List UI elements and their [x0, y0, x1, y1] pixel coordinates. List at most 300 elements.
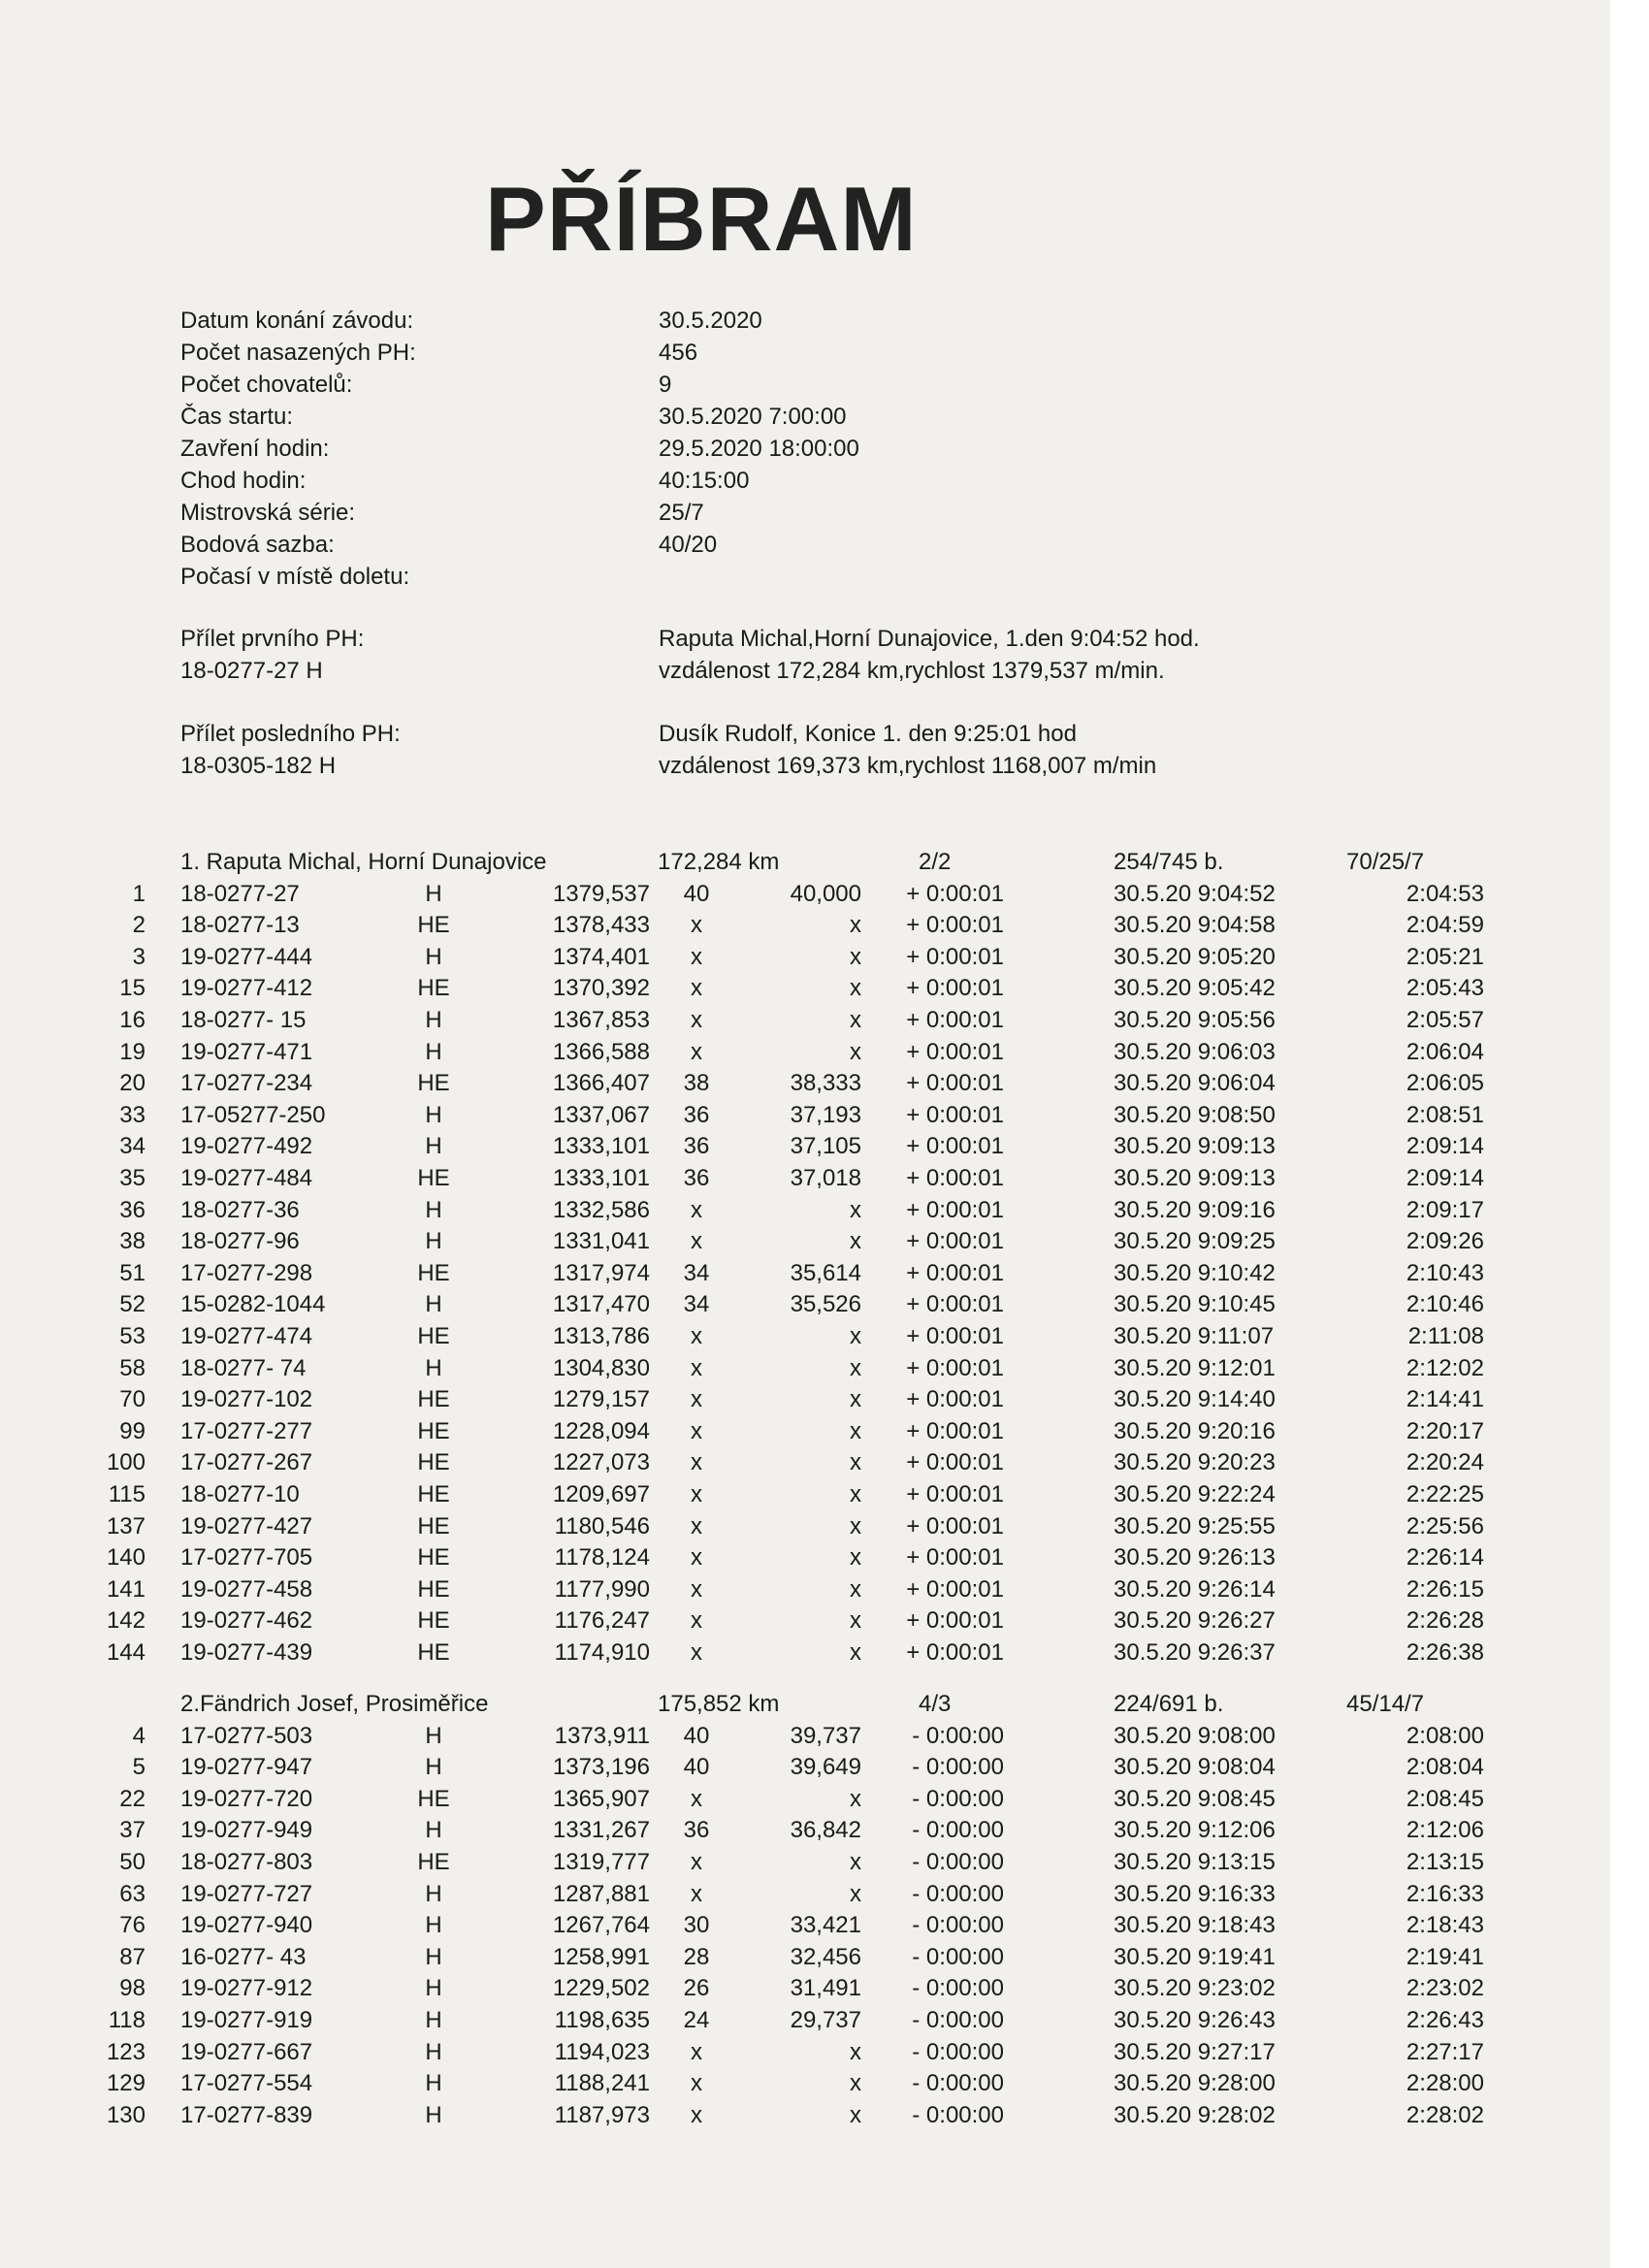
cell-sex: HE [417, 1323, 450, 1349]
cell-coefficient: x [850, 1449, 861, 1476]
cell-ring: 19-0277-919 [180, 2007, 313, 2033]
cell-speed: 1366,407 [552, 1070, 650, 1097]
cell-ring: 19-0277-412 [180, 975, 313, 1002]
cell-points: 36 [683, 1165, 710, 1191]
cell-rank: 53 [119, 1323, 146, 1349]
cell-correction: - 0:00:00 [912, 2007, 1004, 2033]
cell-flight-time: 2:20:17 [1406, 1417, 1484, 1444]
cell-flight-time: 2:26:28 [1406, 1607, 1484, 1635]
cell-speed: 1337,067 [552, 1101, 650, 1128]
cell-correction: + 0:00:01 [906, 1417, 1004, 1444]
cell-sex: H [425, 1912, 442, 1939]
cell-speed: 1374,401 [552, 943, 650, 970]
cell-correction: + 0:00:01 [906, 1070, 1004, 1097]
cell-points: x [691, 1785, 702, 1812]
cell-coefficient: x [850, 1849, 861, 1875]
cell-arrival: 30.5.20 9:05:42 [1114, 975, 1276, 1002]
cell-ring: 19-0277-947 [180, 1754, 313, 1781]
cell-points: x [691, 943, 702, 970]
cell-flight-time: 2:28:02 [1406, 2101, 1484, 2128]
cell-speed: 1228,094 [552, 1417, 650, 1444]
race-info-row [180, 465, 859, 497]
cell-coefficient: x [850, 2038, 861, 2065]
cell-rank: 98 [119, 1975, 146, 2002]
cell-ring: 18-0277-13 [180, 912, 300, 939]
cell-correction: - 0:00:00 [912, 1817, 1004, 1844]
cell-speed: 1187,973 [554, 2101, 650, 2128]
race-info-value: 29.5.2020 18:00:00 [659, 436, 859, 462]
race-info-label: Bodová sazba: [180, 532, 335, 558]
race-info-row [180, 337, 859, 369]
race-info [180, 305, 859, 593]
cell-speed: 1178,124 [554, 1544, 650, 1571]
race-info-label: Datum konání závodu: [180, 308, 414, 334]
cell-ring: 18-0277- 15 [180, 1007, 307, 1033]
cell-correction: + 0:00:01 [906, 1038, 1004, 1065]
cell-points: x [691, 1880, 702, 1907]
cell-correction: + 0:00:01 [906, 1196, 1004, 1223]
cell-ring: 19-0277-940 [180, 1912, 313, 1939]
cell-ring: 19-0277-462 [180, 1607, 313, 1635]
cell-speed: 1378,433 [552, 912, 650, 939]
cell-correction: + 0:00:01 [906, 1575, 1004, 1603]
page-title: PŘÍBRAM [485, 168, 918, 270]
cell-rank: 34 [119, 1133, 146, 1160]
cell-coefficient: x [850, 1228, 861, 1255]
cell-coefficient: x [850, 1544, 861, 1571]
cell-flight-time: 2:04:53 [1406, 880, 1484, 907]
cell-points: x [691, 1354, 702, 1381]
cell-speed: 1331,267 [552, 1817, 650, 1844]
cell-speed: 1209,697 [552, 1481, 650, 1507]
cell-speed: 1313,786 [552, 1323, 650, 1349]
cell-flight-time: 2:08:00 [1406, 1722, 1484, 1749]
breeder-distance: 172,284 km [658, 849, 780, 875]
cell-arrival: 30.5.20 9:08:04 [1114, 1754, 1276, 1781]
cell-flight-time: 2:16:33 [1406, 1880, 1484, 1907]
cell-sex: H [425, 1880, 442, 1907]
cell-coefficient: x [850, 912, 861, 939]
cell-correction: - 0:00:00 [912, 1880, 1004, 1907]
cell-correction: - 0:00:00 [912, 1722, 1004, 1749]
cell-flight-time: 2:26:15 [1406, 1575, 1484, 1603]
cell-sex: HE [417, 1849, 450, 1875]
cell-arrival: 30.5.20 9:09:13 [1114, 1165, 1276, 1191]
cell-speed: 1319,777 [552, 1849, 650, 1875]
cell-points: x [691, 1575, 702, 1603]
cell-points: x [691, 1228, 702, 1255]
cell-speed: 1176,247 [554, 1607, 650, 1635]
cell-sex: H [425, 1196, 442, 1223]
cell-speed: 1258,991 [552, 1943, 650, 1970]
cell-sex: HE [417, 1785, 450, 1812]
cell-speed: 1317,470 [552, 1291, 650, 1318]
cell-correction: + 0:00:01 [906, 1259, 1004, 1286]
cell-flight-time: 2:20:24 [1406, 1449, 1484, 1476]
cell-coefficient: 29,737 [790, 2007, 861, 2033]
cell-coefficient: 33,421 [790, 1912, 861, 1939]
cell-speed: 1198,635 [554, 2007, 650, 2033]
cell-ring: 19-0277-727 [180, 1880, 313, 1907]
cell-rank: 3 [132, 943, 146, 970]
cell-rank: 140 [106, 1544, 146, 1571]
cell-arrival: 30.5.20 9:20:16 [1114, 1417, 1276, 1444]
cell-flight-time: 2:13:15 [1406, 1849, 1484, 1875]
cell-coefficient: 31,491 [790, 1975, 861, 2002]
cell-sex: HE [417, 1386, 450, 1413]
cell-coefficient: x [850, 1354, 861, 1381]
race-info-row [180, 497, 859, 529]
cell-arrival: 30.5.20 9:28:00 [1114, 2070, 1276, 2097]
cell-sex: H [425, 1975, 442, 2002]
cell-coefficient: 39,649 [790, 1754, 861, 1781]
cell-sex: HE [417, 1070, 450, 1097]
cell-arrival: 30.5.20 9:26:27 [1114, 1607, 1276, 1635]
cell-coefficient: x [850, 1639, 861, 1666]
cell-coefficient: x [850, 1575, 861, 1603]
cell-correction: + 0:00:01 [906, 1133, 1004, 1160]
cell-rank: 1 [132, 880, 146, 907]
cell-arrival: 30.5.20 9:10:42 [1114, 1259, 1276, 1286]
cell-rank: 100 [106, 1449, 146, 1476]
cell-flight-time: 2:09:14 [1406, 1165, 1484, 1191]
cell-rank: 137 [106, 1512, 146, 1539]
race-info-row [180, 561, 859, 593]
cell-sex: H [425, 1007, 442, 1033]
cell-flight-time: 2:11:08 [1407, 1323, 1484, 1349]
cell-correction: - 0:00:00 [912, 1912, 1004, 1939]
cell-sex: HE [417, 1417, 450, 1444]
cell-correction: - 0:00:00 [912, 2038, 1004, 2065]
breeder-ratio: 4/3 [919, 1691, 952, 1717]
cell-rank: 2 [132, 912, 146, 939]
cell-points: 34 [683, 1259, 710, 1286]
cell-coefficient: x [850, 1038, 861, 1065]
cell-speed: 1366,588 [552, 1038, 650, 1065]
first-arrival-ring: 18-0277-27 H [180, 658, 323, 684]
cell-sex: HE [417, 1165, 450, 1191]
cell-sex: HE [417, 1575, 450, 1603]
cell-speed: 1367,853 [552, 1007, 650, 1033]
cell-ring: 18-0277-803 [180, 1849, 313, 1875]
cell-coefficient: x [850, 1417, 861, 1444]
cell-speed: 1332,586 [552, 1196, 650, 1223]
cell-ring: 18-0277-96 [180, 1228, 300, 1255]
cell-ring: 19-0277-474 [180, 1323, 313, 1349]
cell-points: x [691, 1544, 702, 1571]
cell-rank: 15 [119, 975, 146, 1002]
cell-sex: H [425, 2070, 442, 2097]
cell-arrival: 30.5.20 9:26:13 [1114, 1544, 1276, 1571]
cell-rank: 51 [119, 1259, 146, 1286]
cell-sex: HE [417, 1449, 450, 1476]
last-arrival [180, 718, 1156, 782]
cell-speed: 1267,764 [552, 1912, 650, 1939]
race-info-value: 30.5.2020 7:00:00 [659, 404, 847, 430]
race-info-row [180, 401, 859, 433]
cell-rank: 63 [119, 1880, 146, 1907]
cell-points: x [691, 1849, 702, 1875]
race-info-label: Čas startu: [180, 404, 294, 430]
cell-arrival: 30.5.20 9:10:45 [1114, 1291, 1276, 1318]
cell-correction: + 0:00:01 [906, 1323, 1004, 1349]
cell-ring: 17-05277-250 [180, 1101, 326, 1128]
cell-rank: 87 [119, 1943, 146, 1970]
cell-rank: 144 [106, 1639, 146, 1666]
cell-points: 26 [683, 1975, 710, 2002]
cell-coefficient: 37,193 [790, 1101, 861, 1128]
cell-arrival: 30.5.20 9:12:01 [1114, 1354, 1276, 1381]
cell-coefficient: 36,842 [790, 1817, 861, 1844]
cell-arrival: 30.5.20 9:13:15 [1114, 1849, 1276, 1875]
cell-ring: 18-0277-36 [180, 1196, 300, 1223]
cell-coefficient: 37,105 [790, 1133, 861, 1160]
cell-arrival: 30.5.20 9:14:40 [1114, 1386, 1276, 1413]
cell-flight-time: 2:09:26 [1406, 1228, 1484, 1255]
last-arrival-line2: vzdálenost 169,373 km,rychlost 1168,007 m/min [659, 753, 1157, 779]
cell-correction: + 0:00:01 [906, 1228, 1004, 1255]
cell-flight-time: 2:09:17 [1406, 1196, 1484, 1223]
cell-flight-time: 2:26:43 [1406, 2007, 1484, 2033]
cell-ring: 17-0277-277 [180, 1417, 313, 1444]
cell-rank: 52 [119, 1291, 146, 1318]
cell-arrival: 30.5.20 9:08:00 [1114, 1722, 1276, 1749]
cell-rank: 33 [119, 1101, 146, 1128]
cell-flight-time: 2:10:46 [1406, 1291, 1484, 1318]
cell-speed: 1287,881 [552, 1880, 650, 1907]
cell-speed: 1373,196 [552, 1754, 650, 1781]
cell-speed: 1331,041 [552, 1228, 650, 1255]
cell-coefficient: x [850, 975, 861, 1002]
cell-arrival: 30.5.20 9:12:06 [1114, 1817, 1276, 1844]
cell-coefficient: 38,333 [790, 1070, 861, 1097]
cell-points: x [691, 1323, 702, 1349]
breeder-distance: 175,852 km [658, 1691, 780, 1717]
cell-correction: + 0:00:01 [906, 975, 1004, 1002]
breeder-points: 224/691 b. [1114, 1691, 1224, 1717]
race-info-row [180, 369, 859, 401]
cell-correction: - 0:00:00 [912, 2101, 1004, 2128]
race-info-value: 40/20 [659, 532, 718, 558]
cell-ring: 19-0277-912 [180, 1975, 313, 2002]
cell-correction: - 0:00:00 [912, 1849, 1004, 1875]
cell-speed: 1365,907 [552, 1785, 650, 1812]
cell-rank: 70 [119, 1386, 146, 1413]
cell-arrival: 30.5.20 9:16:33 [1114, 1880, 1276, 1907]
cell-rank: 130 [106, 2101, 146, 2128]
cell-rank: 58 [119, 1354, 146, 1381]
cell-rank: 99 [119, 1417, 146, 1444]
cell-coefficient: x [850, 943, 861, 970]
cell-coefficient: x [850, 1785, 861, 1812]
cell-ring: 17-0277-234 [180, 1070, 313, 1097]
cell-flight-time: 2:04:59 [1406, 912, 1484, 939]
cell-rank: 141 [106, 1575, 146, 1603]
cell-correction: + 0:00:01 [906, 1544, 1004, 1571]
cell-points: 36 [683, 1817, 710, 1844]
cell-arrival: 30.5.20 9:26:43 [1114, 2007, 1276, 2033]
last-arrival-ring: 18-0305-182 H [180, 753, 337, 779]
cell-ring: 19-0277-667 [180, 2038, 313, 2065]
cell-rank: 115 [108, 1481, 146, 1507]
cell-coefficient: x [850, 1323, 861, 1349]
cell-arrival: 30.5.20 9:20:23 [1114, 1449, 1276, 1476]
cell-coefficient: x [850, 2101, 861, 2128]
cell-arrival: 30.5.20 9:08:45 [1114, 1785, 1276, 1812]
cell-sex: H [425, 2007, 442, 2033]
cell-points: 40 [683, 880, 710, 907]
cell-correction: + 0:00:01 [906, 1639, 1004, 1666]
cell-ring: 19-0277-444 [180, 943, 313, 970]
cell-flight-time: 2:26:38 [1406, 1639, 1484, 1666]
breeder-series: 45/14/7 [1346, 1691, 1425, 1717]
cell-flight-time: 2:05:21 [1406, 943, 1484, 970]
cell-ring: 19-0277-492 [180, 1133, 313, 1160]
first-arrival [180, 623, 1200, 687]
cell-ring: 16-0277- 43 [180, 1943, 307, 1970]
cell-coefficient: x [850, 1007, 861, 1033]
cell-flight-time: 2:25:56 [1406, 1512, 1484, 1539]
cell-sex: HE [417, 1259, 450, 1286]
cell-coefficient: 37,018 [790, 1165, 861, 1191]
cell-points: 36 [683, 1133, 710, 1160]
cell-speed: 1373,911 [554, 1722, 650, 1749]
cell-sex: H [425, 1354, 442, 1381]
cell-rank: 5 [132, 1754, 146, 1781]
cell-arrival: 30.5.20 9:23:02 [1114, 1975, 1276, 2002]
cell-ring: 19-0277-427 [180, 1512, 313, 1539]
cell-sex: H [425, 1133, 442, 1160]
race-info-row [180, 433, 859, 465]
cell-flight-time: 2:27:17 [1406, 2038, 1484, 2065]
breeder-series: 70/25/7 [1346, 849, 1425, 875]
cell-sex: H [425, 880, 442, 907]
cell-points: x [691, 1007, 702, 1033]
cell-ring: 19-0277-102 [180, 1386, 313, 1413]
cell-ring: 19-0277-484 [180, 1165, 313, 1191]
cell-arrival: 30.5.20 9:22:24 [1114, 1481, 1276, 1507]
cell-coefficient: x [850, 1481, 861, 1507]
cell-sex: H [425, 1943, 442, 1970]
cell-flight-time: 2:08:51 [1406, 1101, 1484, 1128]
cell-rank: 19 [119, 1038, 146, 1065]
cell-coefficient: 35,614 [790, 1259, 861, 1286]
cell-rank: 22 [119, 1785, 146, 1812]
cell-rank: 37 [119, 1817, 146, 1844]
breeder-name: 2.Fändrich Josef, Prosiměřice [180, 1691, 489, 1717]
cell-coefficient: x [850, 1607, 861, 1635]
cell-coefficient: 40,000 [790, 880, 861, 907]
cell-arrival: 30.5.20 9:27:17 [1114, 2038, 1276, 2065]
cell-coefficient: x [850, 1880, 861, 1907]
cell-speed: 1180,546 [554, 1512, 650, 1539]
cell-points: 40 [683, 1754, 710, 1781]
cell-speed: 1379,537 [552, 880, 650, 907]
breeder-points: 254/745 b. [1114, 849, 1224, 875]
cell-flight-time: 2:12:02 [1406, 1354, 1484, 1381]
cell-coefficient: 39,737 [790, 1722, 861, 1749]
cell-points: x [691, 1639, 702, 1666]
cell-ring: 19-0277-439 [180, 1639, 313, 1666]
cell-flight-time: 2:06:04 [1406, 1038, 1484, 1065]
cell-points: x [691, 1196, 702, 1223]
cell-sex: H [425, 1817, 442, 1844]
cell-arrival: 30.5.20 9:26:14 [1114, 1575, 1276, 1603]
breeder-ratio: 2/2 [919, 849, 952, 875]
cell-correction: - 0:00:00 [912, 2070, 1004, 2097]
cell-correction: - 0:00:00 [912, 1975, 1004, 2002]
cell-sex: HE [417, 1544, 450, 1571]
cell-arrival: 30.5.20 9:28:02 [1114, 2101, 1276, 2128]
race-info-label: Zavření hodin: [180, 436, 330, 462]
cell-speed: 1317,974 [552, 1259, 650, 1286]
cell-rank: 118 [108, 2007, 146, 2033]
cell-flight-time: 2:19:41 [1406, 1943, 1484, 1970]
cell-arrival: 30.5.20 9:09:13 [1114, 1133, 1276, 1160]
cell-ring: 19-0277-720 [180, 1785, 313, 1812]
cell-arrival: 30.5.20 9:18:43 [1114, 1912, 1276, 1939]
cell-sex: HE [417, 1481, 450, 1507]
race-info-label: Počasí v místě doletu: [180, 564, 410, 590]
cell-points: x [691, 912, 702, 939]
cell-sex: H [425, 1291, 442, 1318]
cell-flight-time: 2:12:06 [1406, 1817, 1484, 1844]
cell-coefficient: 32,456 [790, 1943, 861, 1970]
cell-coefficient: x [850, 1512, 861, 1539]
cell-sex: H [425, 2101, 442, 2128]
cell-points: 28 [683, 1943, 710, 1970]
cell-speed: 1279,157 [552, 1386, 650, 1413]
cell-speed: 1229,502 [552, 1975, 650, 2002]
cell-points: x [691, 2101, 702, 2128]
cell-rank: 142 [106, 1607, 146, 1635]
cell-speed: 1194,023 [554, 2038, 650, 2065]
race-info-row [180, 305, 859, 337]
last-arrival-line1: Dusík Rudolf, Konice 1. den 9:25:01 hod [659, 721, 1077, 747]
cell-ring: 18-0277-10 [180, 1481, 300, 1507]
cell-sex: H [425, 1038, 442, 1065]
cell-rank: 123 [106, 2038, 146, 2065]
cell-sex: HE [417, 975, 450, 1002]
cell-arrival: 30.5.20 9:26:37 [1114, 1639, 1276, 1666]
cell-correction: + 0:00:01 [906, 943, 1004, 970]
cell-correction: + 0:00:01 [906, 1165, 1004, 1191]
cell-correction: + 0:00:01 [906, 1449, 1004, 1476]
cell-arrival: 30.5.20 9:05:56 [1114, 1007, 1276, 1033]
cell-arrival: 30.5.20 9:08:50 [1114, 1101, 1276, 1128]
cell-rank: 4 [132, 1722, 146, 1749]
cell-arrival: 30.5.20 9:25:55 [1114, 1512, 1276, 1539]
cell-correction: + 0:00:01 [906, 1291, 1004, 1318]
cell-arrival: 30.5.20 9:04:58 [1114, 912, 1276, 939]
cell-points: x [691, 2070, 702, 2097]
cell-speed: 1333,101 [552, 1133, 650, 1160]
cell-speed: 1304,830 [552, 1354, 650, 1381]
cell-sex: HE [417, 1512, 450, 1539]
cell-sex: H [425, 2038, 442, 2065]
cell-arrival: 30.5.20 9:09:16 [1114, 1196, 1276, 1223]
cell-ring: 17-0277-554 [180, 2070, 313, 2097]
first-arrival-line1: Raputa Michal,Horní Dunajovice, 1.den 9:04:52 hod. [659, 626, 1200, 652]
cell-flight-time: 2:14:41 [1406, 1386, 1484, 1413]
cell-correction: + 0:00:01 [906, 1607, 1004, 1635]
race-info-value: 30.5.2020 [659, 308, 762, 334]
cell-rank: 76 [119, 1912, 146, 1939]
cell-rank: 20 [119, 1070, 146, 1097]
race-info-value: 40:15:00 [659, 468, 750, 494]
cell-flight-time: 2:06:05 [1406, 1070, 1484, 1097]
race-info-value: 456 [659, 340, 698, 366]
